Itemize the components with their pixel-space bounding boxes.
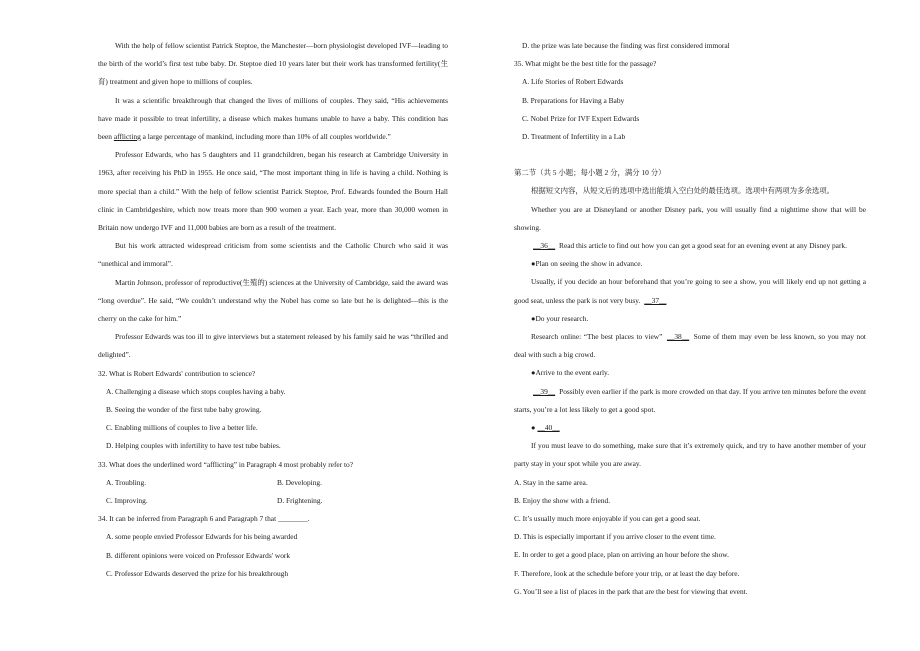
paragraph-38-text-b: Some of them may even be less known, so you may not deal with such a big crowd. bbox=[514, 332, 866, 360]
option: D. Helping couples with infertility to have test tube babies. bbox=[106, 441, 281, 451]
bullet-glyph: ● bbox=[531, 423, 536, 433]
paragraph-39-text: Possibly even earlier if the park is more crowded on that day. If you arrive ten minutes before the event starts, you’re a lot less likely to get a good spot. bbox=[514, 386, 866, 414]
bullet-heading: ●Plan on seeing the show in advance. bbox=[531, 259, 643, 269]
paragraph-38-text-a: Research online: “The best places to view” bbox=[531, 332, 665, 342]
paragraph-5: Martin Johnson, professor of reproductive(生殖的) sciences at the University of Cambridge, said the award was “long overdue”. He said, “We couldn’t understand why the Nobel has come so late but he is delighted—this is the cherry on the cake for him.” bbox=[98, 277, 448, 324]
paragraph-2 bbox=[98, 92, 448, 147]
paragraph-37 bbox=[514, 273, 866, 309]
paragraph-36 bbox=[514, 237, 866, 255]
option: A. Stay in the same area. bbox=[514, 477, 588, 487]
section-title: 第二节（共 5 小题；每小题 2 分，满分 10 分） bbox=[514, 168, 666, 178]
paragraph-39 bbox=[514, 383, 866, 419]
paragraph-4: But his work attracted widespread criticism from some scientists and the Catholic Church who said it was “unethical and immoral”. bbox=[98, 241, 448, 269]
paragraph-2-end: a large percentage of mankind, including more than 10% of all couples worldwide.” bbox=[140, 132, 391, 142]
option: B. Enjoy the show with a friend. bbox=[514, 495, 611, 505]
option-row bbox=[98, 492, 448, 510]
left-column bbox=[98, 37, 448, 583]
option: B. different opinions were voiced on Professor Edwards' work bbox=[106, 550, 291, 560]
option: D. Treatment of Infertility in a Lab bbox=[522, 132, 626, 142]
paragraph-1: With the help of fellow scientist Patrick Steptoe, the Manchester—born physiologist developed IVF—leading to the birth of the world’s first test tube baby. Dr. Steptoe died 10 years later but their work has transformed fertility(生育) treatment and given hope to millions of couples. bbox=[98, 41, 448, 87]
instruction: 根据短文内容，从短文后的选项中选出能填入空白处的最佳选项。选项中有两项为多余选项。 bbox=[531, 186, 835, 196]
option: A. Troubling. bbox=[106, 477, 147, 487]
blank-38: __38__ bbox=[666, 332, 690, 342]
option-row bbox=[98, 474, 448, 492]
option: C. Professor Edwards deserved the prize for his breakthrough bbox=[106, 568, 289, 578]
paragraph-6: Professor Edwards was too ill to give interviews but a statement released by his family said he was “thrilled and delighted”. bbox=[98, 332, 448, 360]
question-34: 34. It can be inferred from Paragraph 6 and Paragraph 7 that ________. bbox=[98, 514, 310, 524]
paragraph-3: Professor Edwards, who has 5 daughters and 11 grandchildren, began his research at Cambridge University in 1963, after receiving his PhD in 1955. He once said, “The most important thing in life is having a child. Nothing is more special than a child.” With the help of fellow scientist Patrick Steptoe, Prof. Edwards founded the Bourn Hall clinic in Cambridgeshire, which now treats more than 900 women a year. Each year, more than 30,000 women in Britain now undergo IVF and 11,000 babies are born as a result of the treatment. bbox=[98, 150, 448, 233]
option: D. This is especially important if you arrive closer to the event time. bbox=[514, 532, 716, 542]
option: D. the prize was late because the finding was first considered immoral bbox=[522, 41, 730, 50]
paragraph-2-start: It was a scientific breakthrough that changed the lives of millions of couples. They said, “His achievements have made it possible to treat infertility, a disease which makes humans unable to have a baby. This condition has been bbox=[98, 95, 448, 142]
intro-paragraph: Whether you are at Disneyland or another Disney park, you will usually find a nighttime show that will be showing. bbox=[514, 204, 866, 232]
option: B. Seeing the wonder of the first tube baby growing. bbox=[106, 405, 262, 415]
blank-36: __36__ bbox=[533, 241, 556, 251]
paragraph-40: If you must leave to do something, make sure that it’s extremely quick, and try to have another member of your party stay in your spot while you are away. bbox=[514, 441, 866, 469]
option: A. some people envied Professor Edwards for his being awarded bbox=[106, 532, 298, 542]
option: G. You’ll see a list of places in the park that are the best for viewing that event. bbox=[514, 586, 748, 596]
right-column bbox=[514, 37, 866, 601]
option: C. Enabling millions of couples to live a better life. bbox=[106, 423, 258, 433]
option: C. Improving. bbox=[106, 496, 148, 506]
bullet-heading: ●Do your research. bbox=[531, 313, 589, 323]
option: B. Preparations for Having a Baby bbox=[522, 95, 625, 105]
bullet-heading: ●Arrive to the event early. bbox=[531, 368, 610, 378]
option: A. Life Stories of Robert Edwards bbox=[522, 77, 624, 87]
question-33: 33. What does the underlined word “afflicting” in Paragraph 4 most probably refer to? bbox=[98, 459, 354, 469]
spacer bbox=[514, 146, 866, 164]
paragraph-38 bbox=[514, 328, 866, 364]
bullet-heading bbox=[514, 419, 866, 437]
option: A. Challenging a disease which stops couples having a baby. bbox=[106, 386, 286, 396]
paragraph-37-text: Usually, if you decide an hour beforehand that you’re going to see a show, you will likely end up not getting a good seat, unless the park is not very busy. bbox=[514, 277, 866, 305]
blank-40: __40__ bbox=[537, 423, 560, 433]
option: C. Nobel Prize for IVF Expert Edwards bbox=[522, 113, 640, 123]
option: B. Developing. bbox=[277, 477, 322, 487]
underlined-word: afflicting bbox=[113, 132, 141, 142]
option: D. Frightening. bbox=[277, 496, 323, 506]
question-32: 32. What is Robert Edwards' contribution to science? bbox=[98, 368, 256, 378]
paragraph-36-text: Read this article to find out how you can get a good seat for an evening event at any Disney park. bbox=[557, 241, 847, 251]
blank-37: __37__ bbox=[644, 295, 667, 305]
option: F. Therefore, look at the schedule before your trip, or at least the day before. bbox=[514, 568, 740, 578]
question-35: 35. What might be the best title for the passage? bbox=[514, 59, 657, 69]
blank-39: __39__ bbox=[533, 386, 556, 396]
option: E. In order to get a good place, plan on arriving an hour before the show. bbox=[514, 550, 730, 560]
option: C. It’s usually much more enjoyable if you can get a good seat. bbox=[514, 514, 701, 524]
